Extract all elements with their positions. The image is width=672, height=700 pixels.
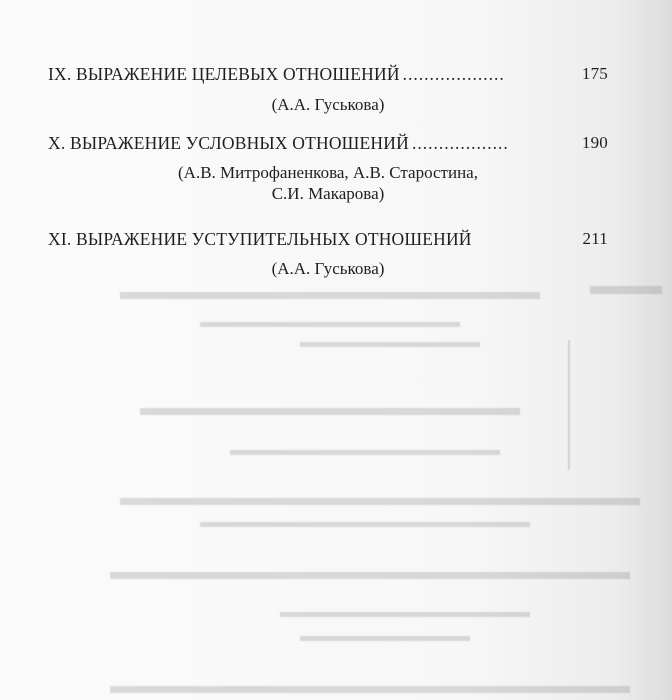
author-line: (А.А. Гуськова) [271, 95, 385, 114]
bleed-through-line [110, 572, 630, 579]
page-number: 190 [581, 133, 608, 152]
bleed-through-line [200, 522, 530, 527]
bleed-through-line [568, 340, 570, 470]
author-line: (А.А. Гуськова) [271, 259, 385, 278]
bleed-through-line [110, 686, 630, 693]
bleed-through-line [140, 408, 520, 415]
dot-leader: ................... [402, 64, 505, 84]
chapter-title: IX. ВЫРАЖЕНИЕ ЦЕЛЕВЫХ ОТНОШЕНИЙ [48, 64, 400, 84]
bleed-through-line [300, 342, 480, 347]
bleed-through-line [590, 286, 662, 294]
page-number: 175 [581, 64, 608, 83]
page-number: 211 [582, 229, 608, 248]
chapter-title: XI. ВЫРАЖЕНИЕ УСТУПИТЕЛЬНЫХ ОТНОШЕНИЙ [48, 229, 472, 249]
chapter-authors [48, 94, 608, 115]
bleed-through-line [120, 498, 640, 505]
bleed-through-line [200, 322, 460, 327]
bleed-through-line [120, 292, 540, 299]
author-line: (А.В. Митрофаненкова, А.В. Старостина, [178, 163, 478, 182]
bleed-through-line [300, 636, 470, 641]
bleed-through-line [280, 612, 530, 617]
author-line: С.И. Макарова) [271, 184, 385, 203]
chapter-title: X. ВЫРАЖЕНИЕ УСЛОВНЫХ ОТНОШЕНИЙ [48, 133, 409, 153]
chapter-authors [48, 162, 608, 204]
dot-leader: .................. [411, 133, 509, 153]
chapter-authors [48, 258, 608, 279]
bleed-through-line [230, 450, 500, 455]
